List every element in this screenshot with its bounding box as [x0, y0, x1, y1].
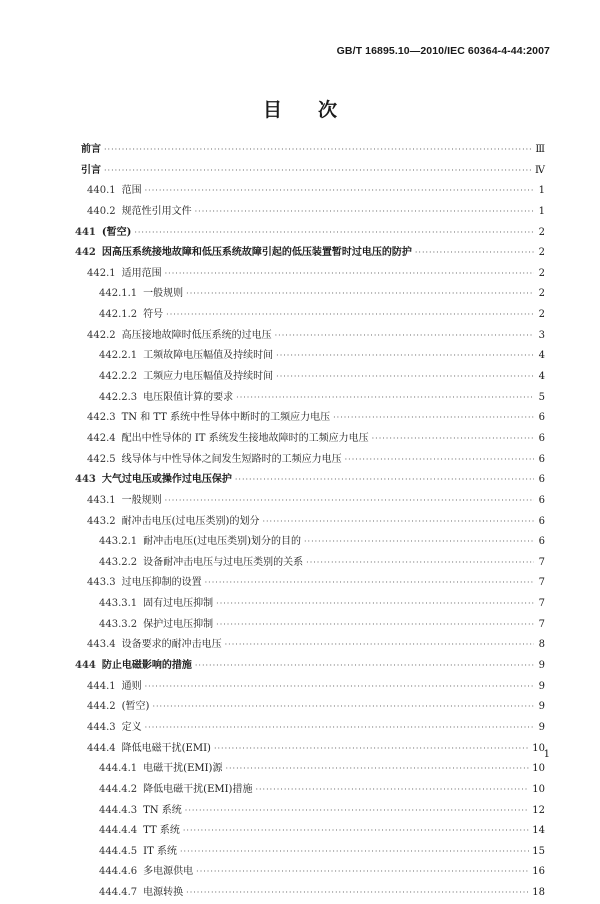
toc-entry-page: 15	[532, 845, 545, 857]
toc-entry-page: 6	[538, 536, 545, 548]
toc-entry-title: 工频应力电压幅值及持续时间	[143, 371, 274, 383]
toc-entry-number: 443.2.2	[99, 556, 138, 568]
toc-entry	[75, 305, 545, 326]
title-char-2: 次	[318, 99, 338, 121]
dot-leader	[214, 739, 529, 760]
toc-entry-number: 442.1	[87, 267, 116, 279]
toc-entry-page: 4	[538, 350, 545, 362]
toc-entry-page: 8	[538, 639, 545, 651]
toc-entry-page: 7	[538, 598, 545, 610]
toc-entry	[75, 553, 545, 574]
toc-entry	[75, 326, 545, 347]
toc-entry	[75, 491, 545, 512]
toc-entry-number: 443.2.1	[99, 536, 138, 548]
toc-entry-number: 444.4.5	[99, 845, 138, 857]
toc-entry-page: 16	[532, 866, 545, 878]
toc-entry	[75, 615, 545, 636]
dot-leader	[195, 202, 534, 223]
toc-entry-title: 设备耐冲击电压与过电压类别的关系	[143, 556, 304, 568]
toc-entry-page: 6	[538, 453, 545, 465]
toc-entry-number: 440.1	[87, 185, 116, 197]
toc-entry	[75, 408, 545, 429]
page-title	[0, 95, 600, 122]
toc-entry-number: 443.3.1	[99, 598, 138, 610]
toc-entry-page: 2	[538, 247, 545, 259]
dot-leader	[216, 594, 534, 615]
toc-entry-title: 通则	[121, 680, 142, 692]
toc-entry-page: 10	[532, 783, 545, 795]
dot-leader	[225, 635, 534, 656]
toc-entry-title: 引言	[81, 164, 101, 176]
toc-entry	[75, 181, 545, 202]
toc-entry-title: 配出中性导体的 IT 系统发生接地故障时的工频应力电压	[121, 432, 369, 444]
toc-entry-title: 电压限值计算的要求	[143, 391, 234, 403]
toc-entry-page: 10	[532, 763, 545, 775]
dot-leader	[145, 718, 534, 739]
toc-entry-page: 6	[538, 474, 545, 486]
toc-entry	[75, 635, 545, 656]
toc-entry-page: 9	[538, 680, 545, 692]
toc-entry	[75, 883, 545, 904]
toc-entry-number: 440.2	[87, 205, 116, 217]
dot-leader	[236, 388, 534, 409]
toc-entry-number: 442.2.1	[99, 350, 138, 362]
dot-leader	[275, 326, 534, 347]
dot-leader	[345, 450, 534, 471]
toc-entry	[75, 512, 545, 533]
dot-leader	[333, 408, 534, 429]
toc-entry-page: 9	[538, 721, 545, 733]
standard-code: GB/T 16895.10—2010/IEC 60364-4-44:2007	[336, 45, 550, 57]
toc-entry-number: 442.3	[87, 412, 116, 424]
toc-entry	[75, 862, 545, 883]
toc-entry-title: 固有过电压抑制	[143, 598, 214, 610]
toc-entry-title: (暂空)	[101, 226, 132, 238]
page-number: 1	[543, 749, 550, 760]
toc-entry-number: 444.4.1	[99, 763, 138, 775]
toc-entry	[75, 243, 545, 264]
toc-entry-title: 电源转换	[143, 887, 184, 899]
toc-entry	[75, 573, 545, 594]
toc-entry	[75, 346, 545, 367]
toc-entry	[75, 223, 545, 244]
dot-leader	[145, 181, 534, 202]
dot-leader	[166, 305, 534, 326]
toc-entry-page: 4	[538, 371, 545, 383]
toc-entry	[75, 470, 545, 491]
toc-entry-number: 442	[75, 247, 96, 259]
toc-entry-number: 444.4.2	[99, 783, 138, 795]
dot-leader	[195, 656, 534, 677]
dot-leader	[415, 243, 534, 264]
toc-entry-page: 7	[538, 577, 545, 589]
toc-entry	[75, 450, 545, 471]
toc-entry-title: 耐冲击电压(过电压类别)划分的目的	[143, 536, 301, 548]
toc-entry-number: 443	[75, 474, 96, 486]
toc-entry	[75, 801, 545, 822]
toc-entry-number: 442.2	[87, 329, 116, 341]
toc-entry-title: 多电源供电	[143, 866, 194, 878]
dot-leader	[304, 532, 534, 553]
dot-leader	[205, 573, 534, 594]
toc-entry-title: 一般规则	[143, 288, 184, 300]
toc-entry	[75, 842, 545, 863]
toc-entry-title: 定义	[121, 721, 142, 733]
toc-entry-page: 6	[538, 515, 545, 527]
toc-entry-title: 适用范围	[121, 267, 162, 279]
toc-entry	[75, 264, 545, 285]
dot-leader	[276, 367, 534, 388]
toc-entry	[75, 594, 545, 615]
toc-entry-page: 1	[538, 185, 545, 197]
toc-entry-title: 电磁干扰(EMI)源	[143, 763, 223, 775]
dot-leader	[372, 429, 534, 450]
toc-entry-title: 线导体与中性导体之间发生短路时的工频应力电压	[121, 453, 342, 465]
toc-entry-title: (暂空)	[121, 701, 150, 713]
toc-entry-page: 2	[538, 226, 545, 238]
toc-entry-number: 443.3	[87, 577, 116, 589]
dot-leader	[134, 223, 534, 244]
toc-entry-title: 大气过电压或操作过电压保护	[101, 474, 232, 486]
toc-entry-number: 444.3	[87, 721, 116, 733]
toc-entry-number: 442.2.2	[99, 371, 138, 383]
toc-entry-page: 14	[532, 825, 545, 837]
toc-entry-number: 443.1	[87, 494, 116, 506]
dot-leader	[104, 140, 532, 161]
toc-entry	[75, 656, 545, 677]
toc-entry-number: 444.4	[87, 742, 116, 754]
toc-entry-title: 防止电磁影响的措施	[101, 660, 192, 672]
toc-entry-title: 因高压系统接地故障和低压系统故障引起的低压装置暂时过电压的防护	[101, 247, 412, 259]
toc-entry-number: 442.2.3	[99, 391, 138, 403]
toc-entry	[75, 202, 545, 223]
toc-entry-page: 7	[538, 618, 545, 630]
toc-entry-title: 前言	[81, 144, 101, 155]
toc-entry-number: 443.4	[87, 639, 116, 651]
toc-entry	[75, 697, 545, 718]
toc-entry-number: 442.4	[87, 432, 116, 444]
toc-entry	[75, 140, 545, 161]
toc-entry	[75, 161, 545, 182]
dot-leader	[225, 759, 529, 780]
toc-entry-number: 444.4.7	[99, 887, 138, 899]
toc-entry-title: 工频故障电压幅值及持续时间	[143, 350, 274, 362]
toc-entry-title: 设备要求的耐冲击电压	[121, 639, 222, 651]
toc-entry-number: 442.1.2	[99, 309, 138, 321]
toc-entry-page: Ⅳ	[535, 164, 545, 176]
toc-entry	[75, 388, 545, 409]
toc-entry-page: 2	[538, 288, 545, 300]
toc-entry-title: 高压接地故障时低压系统的过电压	[121, 329, 272, 341]
toc-entry-title: 降低电磁干扰(EMI)	[121, 742, 211, 754]
toc-entry-title: 范围	[121, 185, 142, 197]
toc-entry	[75, 759, 545, 780]
toc-entry-page: 5	[538, 391, 545, 403]
toc-entry-title: TN 和 TT 系统中性导体中断时的工频应力电压	[121, 412, 331, 424]
toc-entry-page: 7	[538, 556, 545, 568]
toc-entry	[75, 532, 545, 553]
toc-entry-number: 444.4.3	[99, 804, 138, 816]
toc-entry-page: 3	[538, 329, 545, 341]
toc-entry	[75, 284, 545, 305]
toc-entry-number: 444.4.4	[99, 825, 138, 837]
toc-entry	[75, 367, 545, 388]
toc-entry-title: 过电压抑制的设置	[121, 577, 202, 589]
toc-entry-page: 9	[538, 660, 545, 672]
toc-entry-title: TN 系统	[143, 804, 182, 816]
dot-leader	[235, 470, 534, 491]
toc-entry	[75, 780, 545, 801]
dot-leader	[186, 883, 529, 904]
dot-leader	[306, 553, 534, 574]
dot-leader	[186, 284, 534, 305]
toc-entry-page: 18	[532, 887, 545, 899]
toc-entry-title: 保护过电压抑制	[143, 618, 214, 630]
dot-leader	[185, 801, 529, 822]
toc-entry-page: 2	[538, 267, 545, 279]
toc-entry-number: 443.2	[87, 515, 116, 527]
toc-entry	[75, 429, 545, 450]
dot-leader	[152, 697, 534, 718]
dot-leader	[276, 346, 534, 367]
dot-leader	[180, 842, 529, 863]
toc-entry-number: 441	[75, 226, 96, 238]
toc-entry-page: 1	[538, 205, 545, 217]
toc-entry-page: 6	[538, 494, 545, 506]
toc-entry	[75, 821, 545, 842]
toc-entry-page: 12	[532, 804, 545, 816]
dot-leader	[165, 264, 534, 285]
table-of-contents	[75, 140, 545, 904]
toc-entry-page: 9	[538, 701, 545, 713]
toc-entry-number: 442.1.1	[99, 288, 138, 300]
title-char-1: 目	[262, 99, 282, 121]
toc-entry-number: 444.2	[87, 701, 116, 713]
toc-entry-number: 444	[75, 660, 96, 672]
toc-entry-title: 规范性引用文件	[121, 205, 192, 217]
toc-entry-number: 442.5	[87, 453, 116, 465]
toc-entry-title: IT 系统	[143, 845, 177, 857]
toc-entry	[75, 677, 545, 698]
dot-leader	[216, 615, 534, 636]
dot-leader	[145, 677, 534, 698]
toc-entry-page: 2	[538, 309, 545, 321]
toc-entry	[75, 718, 545, 739]
toc-entry-page: Ⅲ	[535, 144, 545, 155]
dot-leader	[183, 821, 529, 842]
dot-leader	[165, 491, 534, 512]
toc-entry-title: 符号	[143, 309, 164, 321]
toc-entry	[75, 739, 545, 760]
dot-leader	[104, 161, 532, 182]
toc-entry-page: 6	[538, 432, 545, 444]
dot-leader	[196, 862, 529, 883]
toc-entry-page: 6	[538, 412, 545, 424]
toc-entry-number: 444.4.6	[99, 866, 138, 878]
toc-entry-page: 10	[532, 742, 545, 754]
toc-entry-number: 444.1	[87, 680, 116, 692]
toc-entry-title: TT 系统	[143, 825, 180, 837]
toc-entry-number: 443.3.2	[99, 618, 138, 630]
toc-entry-title: 耐冲击电压(过电压类别)的划分	[121, 515, 260, 527]
dot-leader	[262, 512, 534, 533]
dot-leader	[255, 780, 529, 801]
toc-entry-title: 降低电磁干扰(EMI)措施	[143, 783, 253, 795]
toc-entry-title: 一般规则	[121, 494, 162, 506]
